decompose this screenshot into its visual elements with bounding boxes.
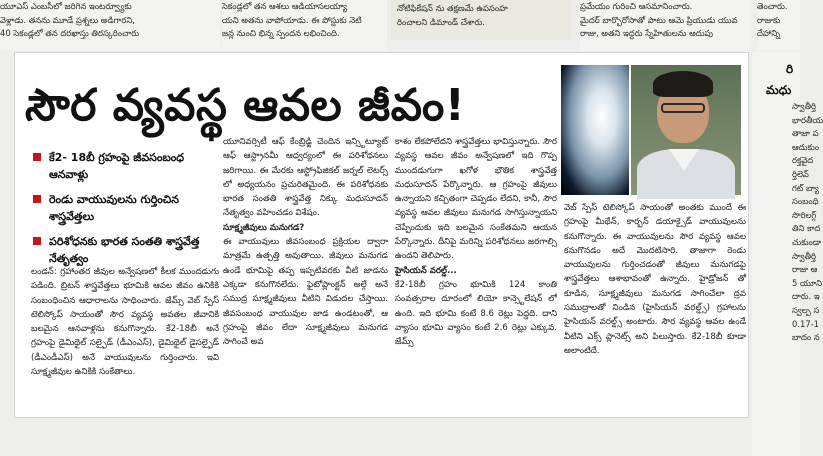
adjacent-article-line: స్వల్ప స (792, 304, 820, 315)
adjacent-article-line: తిని కాద (792, 223, 821, 234)
snippet-line: దేహాన్ని (757, 28, 781, 39)
body-paragraph: యూనివర్సిటీ ఆఫ్ కేంబ్రిడ్జి చెందిన ఇన్స్టిట్యూట్ ఆఫ్ ఆస్ట్రానమీ ఆధ్వర్యంలో ఈ పరిశోధనలు జరిగాయి. ఈ మేరకు ఆస్ట్రోఫిజికల్ జర్నల్ లెటర్స్ లో అధ్యయనం ప్రచురితమైంది. ఈ పరిశోధనకు భారత సంతతి శాస్త్రవేత్త నిక్కు మధుసూదన్ నేతృత్వం వహించడం విశేషం. (223, 137, 388, 219)
portrait-hair (653, 71, 713, 97)
snippet-line: తెంచారు. (757, 1, 788, 11)
adjacent-article-line: సొరిలగ్గ్ (792, 209, 817, 220)
article-headline: సౌర వ్యవస్థ ఆవల జీవం! (25, 80, 466, 131)
highlight-bullets (31, 149, 216, 275)
news-article (14, 52, 749, 418)
scientist-portrait-image (631, 65, 741, 195)
bullet-square-icon (33, 153, 41, 161)
body-paragraph: వెబ్ స్పేస్ టెలిస్కోప్ సాయంతో అంతకు ముందే ఈ గ్రహంపై మీథేన్, కార్బన్ డయాక్సైడ్ వాయువులను కనుగొన్నారు. ఈ వాయువులను సౌర వ్యవస్థ ఆవల కనుగొనడం అదే మొదటిసారి. తాజాగా రెండు వాయువులను గుర్తించడంతో జీవులు మనుగడపై శాస్త్రవేత్తలు ఆశాభావంతో ఉన్నారు. హైడ్రోజన్ తో కూడిన, సూక్ష్మజీవులు మనుగడ సాగించేలా ద్రవ సముద్రాలతో నిండిన (హైసియన్ వరల్డ్స్) గ్రహాలను హైసియన్ వరల్డ్స్ అంటారు. సౌర వ్యవస్థ ఆవల ఉండే వీటిని ఎక్స్ ప్లానెట్స్ అని పిలుస్తారు. కే2-18బీ కూడా అలాంటిదే. (564, 203, 746, 356)
adjacent-article-right (752, 52, 823, 456)
adjacent-article-line: స్వాతీర్తి (792, 250, 816, 261)
exoplanet-image (561, 65, 629, 195)
snippet-line: యూఎస్ ఎంబసీలో జరిగిన ఇంటర్వ్యూకు (0, 1, 132, 11)
adjacent-article-line: రాజు ఆ (792, 264, 818, 275)
bullet-item (31, 233, 216, 267)
adjacent-article-line: ఆదుకుం (792, 141, 820, 152)
article-body-column-1 (31, 265, 219, 415)
snippet-line: రాజుకు (757, 14, 781, 25)
section-subheading: హైసియన్ వరల్డ్... (395, 265, 457, 276)
adjacent-article-line: 5 యూని (792, 277, 822, 288)
adjacent-article-line: గట్ బ్యా (792, 182, 819, 193)
article-body-column-3 (395, 135, 557, 415)
portrait-glasses (661, 103, 705, 113)
adjacent-article-line: స్వాతీర్తి (792, 101, 816, 111)
body-paragraph: లండన్: గ్రహాంతర జీవుల అన్వేషణలో కీలక ముందడుగు పడింది. బ్రిటన్ శాస్త్రవేత్తలు భూమికి ఆవల జీవం ఉనికికి సంబంధించిన ఆధారాలను సాధించారు. జేమ్స్ వెబ్ స్పేస్ టెలిస్కోప్ సాయంతో సౌర వ్యవస్థ అవతల జీవానికి బలమైన ఆనవాళ్లను కనుగొన్నారు. కే2-18బీ అనే గ్రహంపై డైమిథైల్ సల్ఫైడ్ (డీఎంఎస్), డైమిథైల్ డైసల్ఫైడ్ (డీఎండీఎస్) అనే వాయువులను గుర్తించారు. ఇవి సూక్ష్మజీవుల ఉనికికి సంకేతాలు. (31, 267, 219, 378)
section-subheading: సూక్ష్మజీవులు మనుగడ? (223, 222, 305, 233)
adjacent-article-line: చుకుండా (792, 236, 822, 247)
adjacent-article-line: రక్తవైద (792, 155, 814, 166)
adjacent-article-subtitle: మధు (766, 83, 792, 97)
adjacent-article-snippet-4 (580, 0, 750, 50)
snippet-line: రించాలని డిమాండ్ చేశారు. (397, 16, 485, 27)
adjacent-article-line: ర్తిలెవ్ (792, 168, 809, 179)
adjacent-article-snippet-1 (0, 0, 220, 50)
bullet-text: పరిశోధనకు భారత సంతతి శాస్త్రవేత్త నేతృత్వం (49, 235, 200, 265)
bullet-item (31, 149, 216, 183)
bullet-square-icon (33, 195, 41, 203)
adjacent-article-line: భారతీయ (792, 114, 823, 125)
adjacent-article-line: సంబంధి (792, 196, 819, 207)
snippet-line: రాజు, అతని ఇద్దరు స్నేహితులను అదుపు (580, 28, 713, 39)
snippet-line: జన్ల నుంచి భిన్న స్పందన లభించింది. (222, 28, 340, 39)
adjacent-article-line: దారు. ఇ (792, 291, 820, 302)
bullet-item (31, 191, 216, 225)
adjacent-article-snippet-5 (757, 0, 800, 50)
article-body-column-2 (223, 135, 388, 415)
body-paragraph: కాశం లేకపోలేదని శాస్త్రవేత్తలు భావిస్తున్నారు. సౌర వ్యవస్థ ఆవల జీవం అన్వేషణలో ఇది గొప్ప ముందడుగుగా ఖగోళ భౌతిక శాస్త్రవేత్త మధుసూదన్ పేర్కొన్నారు. ఆ గ్రహంపై జీవులు ఉన్నాయని కచ్చితంగా చెప్పడం లేదని, కానీ, సౌర వ్యవస్థ ఆవల జీవులు మనుగడ సాగిస్తున్నాయని చెప్పేందుకు ఇది బలమైన సంకేతమని ఆయన పేర్కొన్నారు. దీనిపై మరిన్ని పరిశోధనలు జరగాల్సి ఉందని తెలిపారు. (395, 137, 557, 262)
snippet-line: యని అతను వాపోయాడు. ఈ పోస్టుకు నెటి (222, 14, 362, 25)
snippet-line: ప్రమేయం గురించి ఆసమానించారు. (580, 1, 693, 11)
snippet-line: సెకండ్లలో తన ఆశలు ఆడియాసలయ్యా (222, 1, 348, 11)
snippet-line: నోటిఫికేషన్ ను తక్షణమే ఉపసంహ (397, 3, 508, 13)
adjacent-article-body (752, 100, 823, 345)
snippet-line: మైదర్ బార్బొరోసాతో పాటు ఆమె ప్రియుడు యువ (580, 14, 738, 25)
bullet-text: కే2- 18బీ గ్రహంపై జీవసంబంధ ఆనవాళ్లు (49, 151, 185, 181)
body-paragraph: కే2-18బీ గ్రహం భూమికి 124 కాంతి సంవత్సరాల దూరంలో లియో కాన్స్టెలేషన్ లో ఉంది. ఇది భూమి కంటే 8.6 రెట్లు పెద్దది. దాని వ్యాసం భూమి వ్యాసం కంటే 2.6 రెట్లు ఎక్కువ. జేమ్స్ (395, 279, 557, 348)
body-paragraph: ఈ వాయువులు జీవసంబంధ ప్రక్రియల ద్వారా మాత్రమే ఉత్పత్తి అవుతాయి. జీవులు మనుగడ ఉండే భూమిపై తప్ప ఇప్పటివరకు వీటి జాడను ఎక్కడా కనుగొనలేదు. ఫైటోప్లాంక్టన్ అల్గే అనే సముద్ర సూక్ష్మజీవులు వీటిని విడుదల చేస్తాయి. జీవసంబంధ వాయువుల జాడ ఉండటంతో, ఆ గ్రహంపై జీవం లేదా సూక్ష్మజీవులు మనుగడ సాగించే అవ (223, 237, 388, 348)
adjacent-article-title: రి (786, 62, 794, 76)
snippet-line: వెళ్లాడు. తనను మూడే ప్రశ్నలు అడిగారని, (0, 14, 135, 25)
adjacent-article-snippet-3 (391, 0, 571, 40)
article-body-column-4 (564, 201, 746, 415)
adjacent-article-snippet-2 (222, 0, 387, 50)
bullet-square-icon (33, 237, 41, 245)
adjacent-article-line: 0.17-1 (792, 318, 819, 329)
adjacent-article-line: తాజా ప (792, 128, 819, 139)
snippet-line: 40 సెకండ్లలో తన దరఖాస్తు తిరస్కరించారు (0, 28, 140, 39)
bullet-text: రెండు వాయువులను గుర్తించిన శాస్త్రవేత్తలు (49, 193, 179, 223)
adjacent-article-line: బాదం న (792, 332, 820, 343)
